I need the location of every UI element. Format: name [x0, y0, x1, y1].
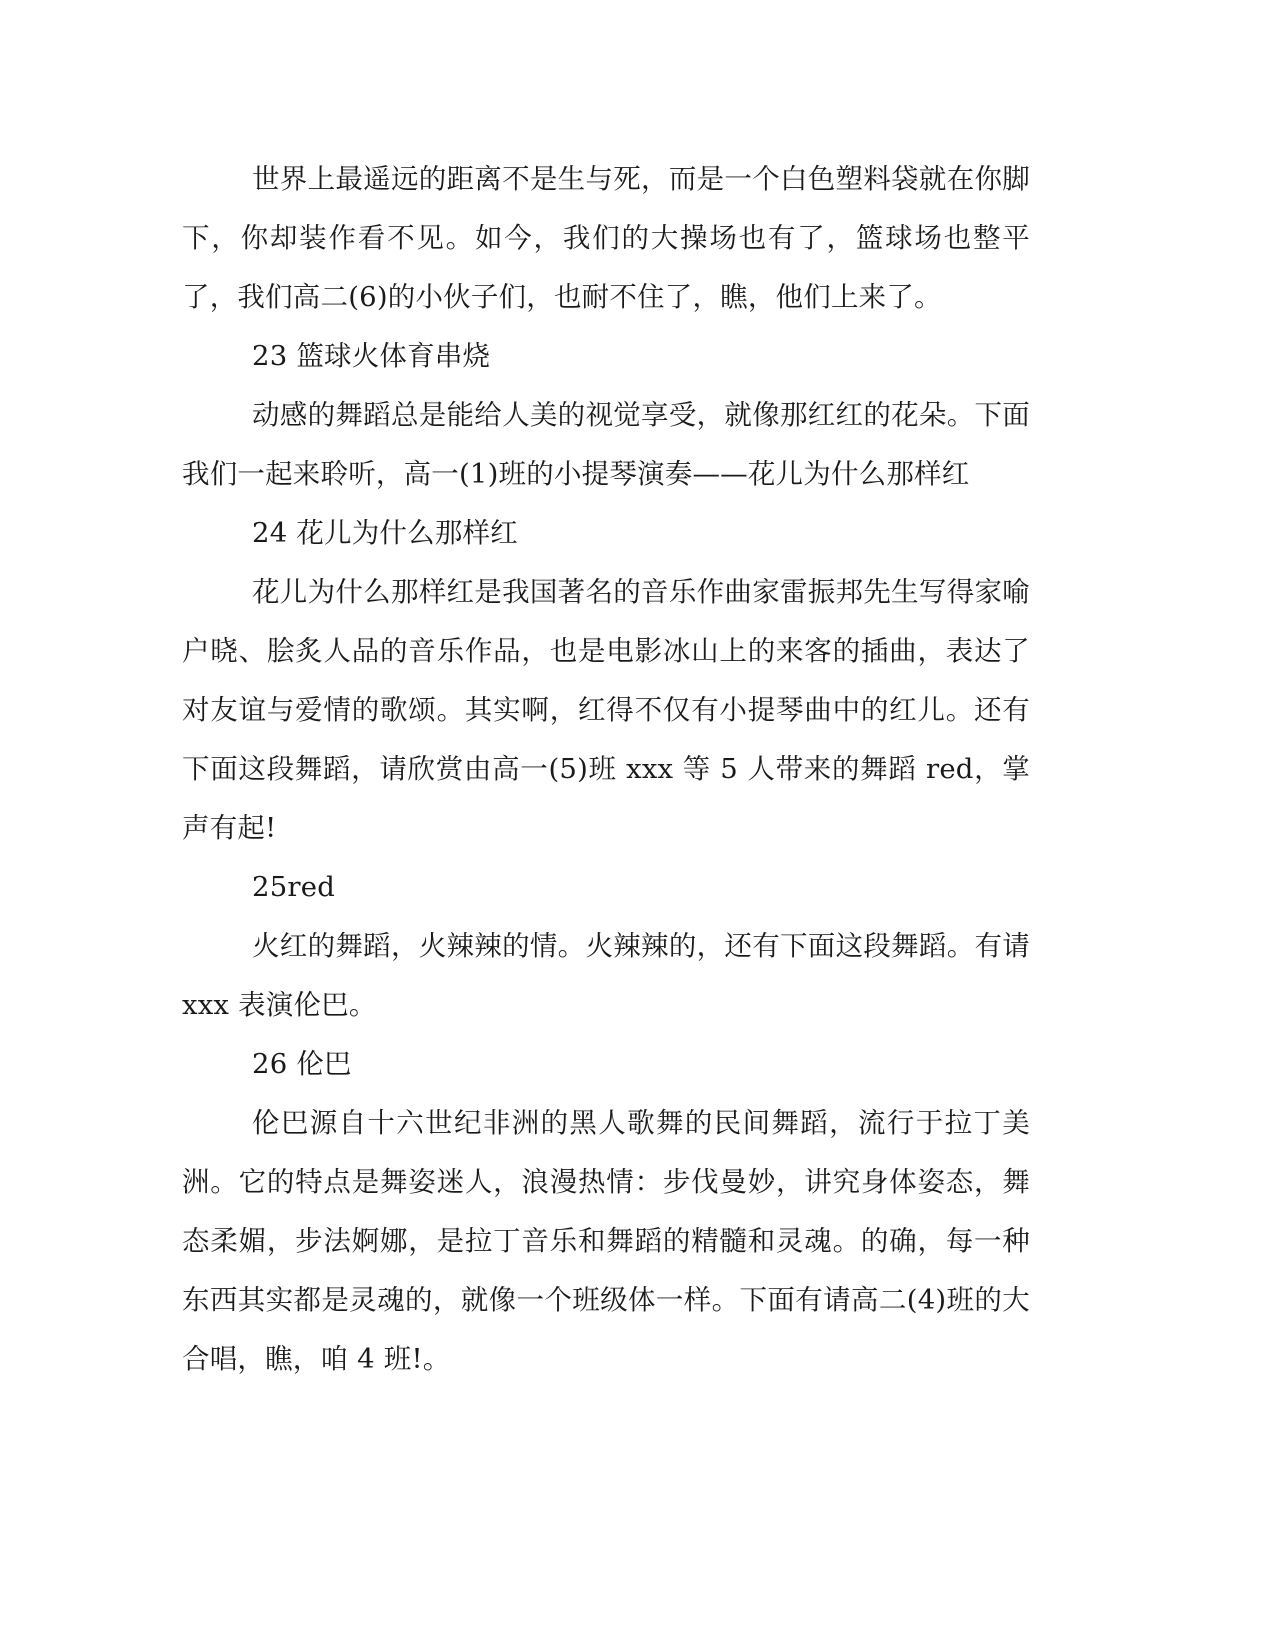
paragraph-intro-chorus: 伦巴源自十六世纪非洲的黑人歌舞的民间舞蹈，流行于拉丁美洲。它的特点是舞姿迷人，浪漫热情：步伐曼妙，讲究身体姿态，舞态柔媚，步法婀娜，是拉丁音乐和舞蹈的精髓和灵魂。的确，每一种东西其实都是灵魂的，就像一个班级体一样。下面有请高二(4)班的大合唱，瞧，咱 4 班!。: [182, 1107, 1030, 1375]
program-item-26: 26 伦巴: [252, 1048, 352, 1080]
paragraph-intro-violin: 动感的舞蹈总是能给人美的视觉享受，就像那红红的花朵。下面我们一起来聆听，高一(1)班的小提琴演奏——花儿为什么那样红: [182, 399, 1030, 490]
program-item-24: 24 花儿为什么那样红: [252, 517, 518, 549]
program-item-25: 25red: [252, 871, 336, 903]
paragraph-intro-rumba: 火红的舞蹈，火辣辣的情。火辣辣的，还有下面这段舞蹈。有请 xxx 表演伦巴。: [182, 930, 1030, 1021]
paragraph-intro-basketball: 世界上最遥远的距离不是生与死，而是一个白色塑料袋就在你脚下，你却装作看不见。如今，我们的大操场也有了，篮球场也整平了，我们高二(6)的小伙子们，也耐不住了，瞧，他们上来了。: [182, 163, 1030, 313]
document-body: [182, 150, 1030, 1389]
program-item-23: 23 篮球火体育串烧: [252, 340, 491, 372]
paragraph-intro-red-dance: 花儿为什么那样红是我国著名的音乐作曲家雷振邦先生写得家喻户晓、脍炙人品的音乐作品，也是电影冰山上的来客的插曲，表达了对友谊与爱情的歌颂。其实啊，红得不仅有小提琴曲中的红儿。还有下面这段舞蹈，请欣赏由高一(5)班 xxx 等 5 人带来的舞蹈 red，掌声有起!: [182, 576, 1030, 844]
